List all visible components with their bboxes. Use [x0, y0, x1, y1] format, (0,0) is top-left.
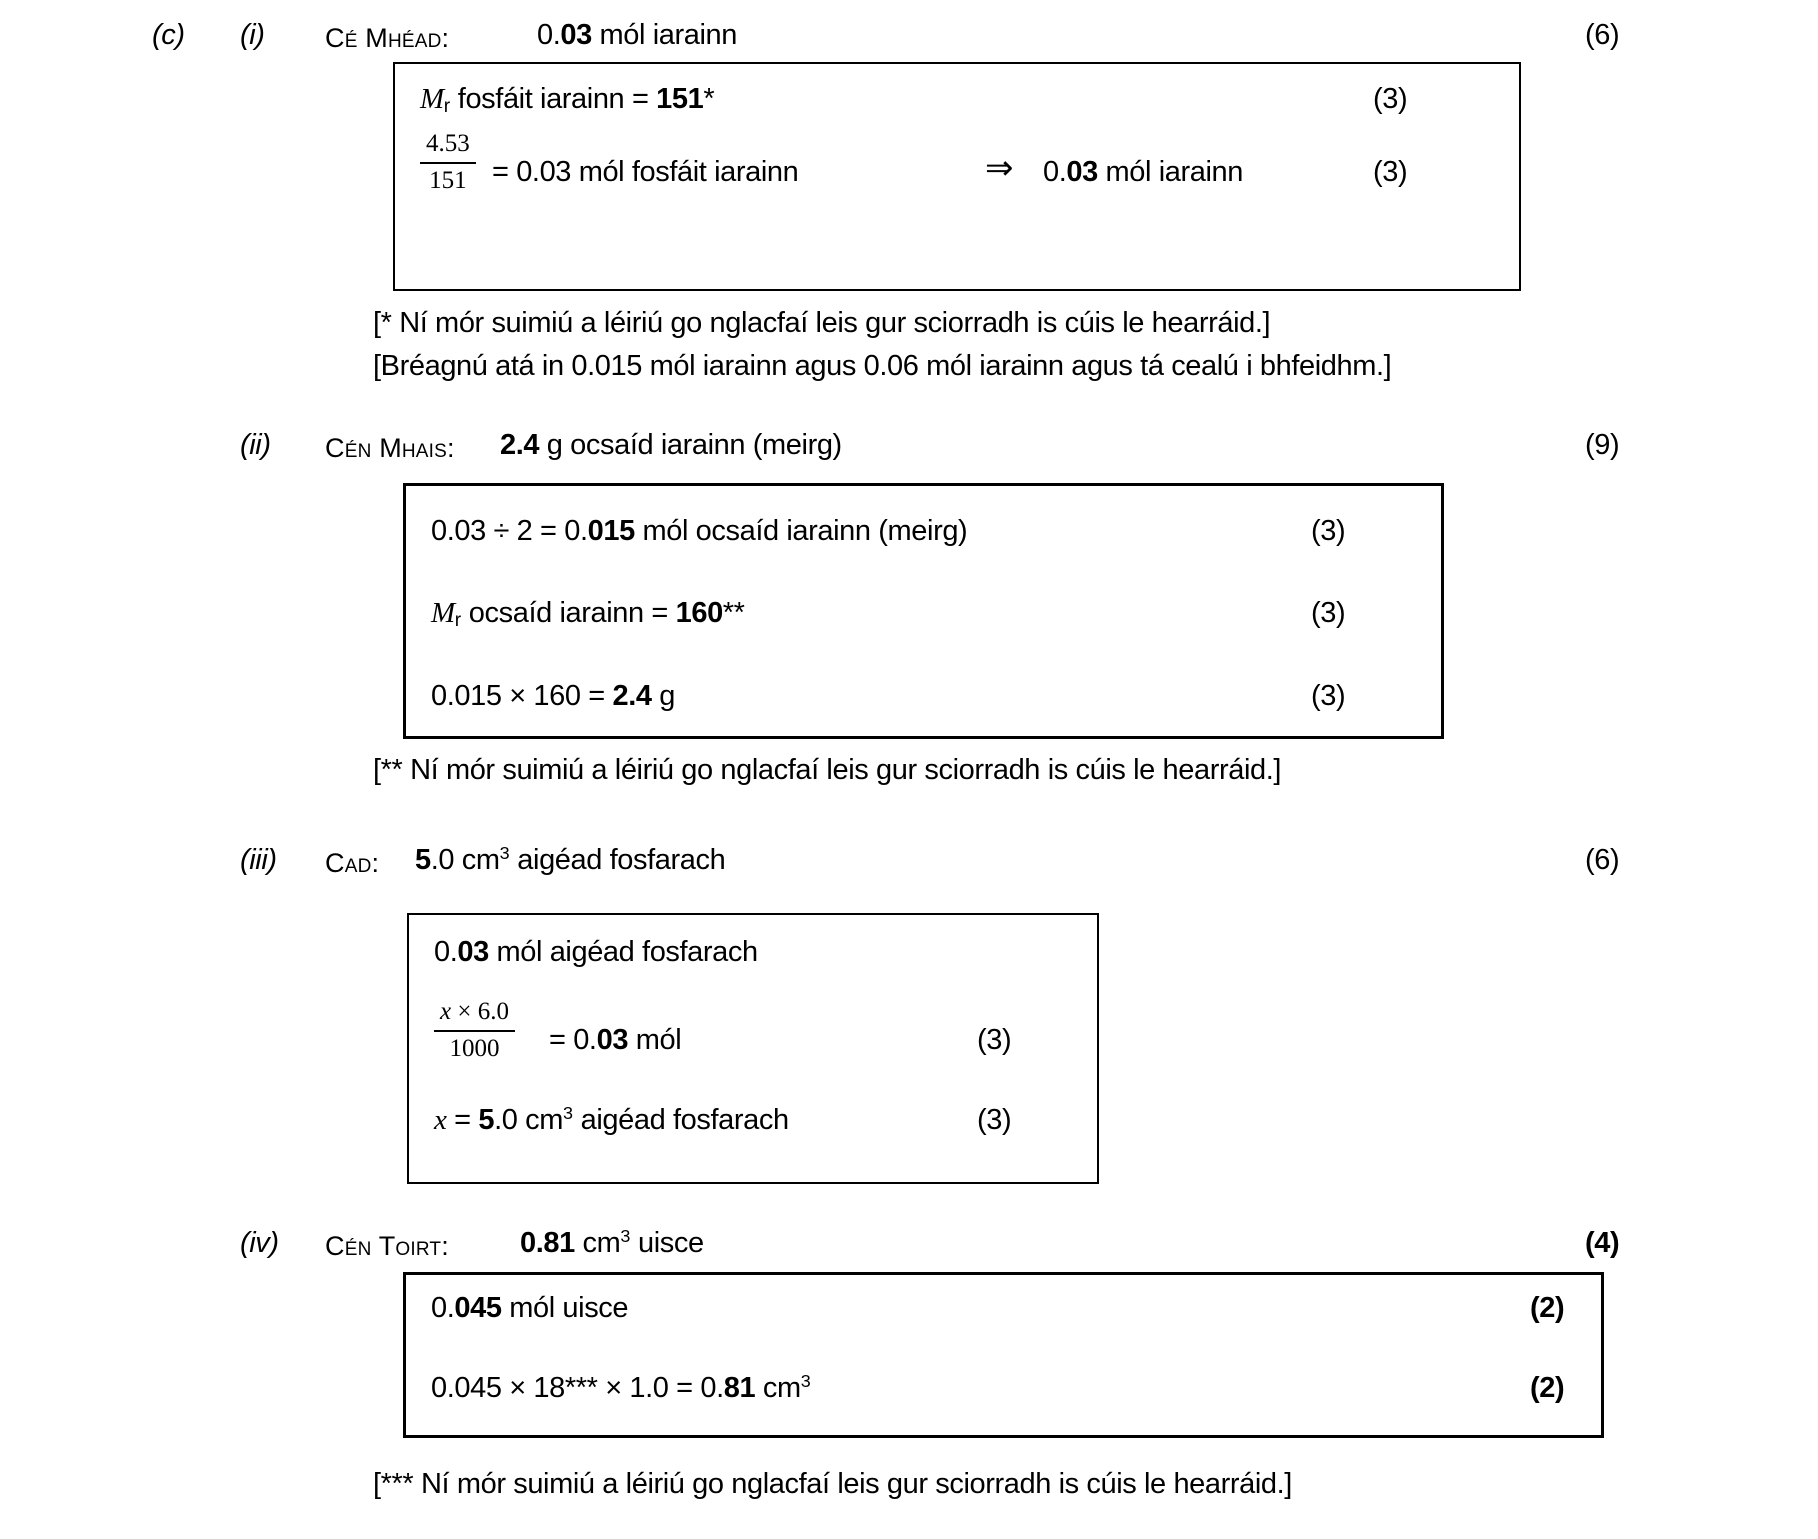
part-label: (c): [152, 19, 185, 51]
marks-total-i: (6): [1585, 19, 1620, 51]
solution-row: 0.03 mól aigéad fosfarach: [434, 936, 758, 968]
note-text: [** Ní mór suimiú a léiriú go nglacfaí leis gur sciorradh is cúis le hearráid.]: [373, 754, 1282, 786]
solution-box-iii: [407, 913, 1099, 1184]
solution-row: Mr ocsaíd iarainn = 160**: [431, 597, 745, 631]
marks-total-iv: (4): [1585, 1227, 1620, 1259]
row-mark: (2): [1530, 1292, 1565, 1324]
question-answer-iii: 5.0 $cm^3$ aigéad fosfarach: [415, 843, 726, 876]
row-mark: (3): [1373, 83, 1408, 115]
fraction-denominator: 151: [429, 166, 467, 194]
row-mark: (2): [1530, 1372, 1565, 1404]
question-prompt-ii: Cén Mhais:: [325, 433, 455, 463]
marks-total-iii: (6): [1585, 844, 1620, 876]
fraction-numerator: 4.53: [420, 130, 476, 164]
row-mark: (3): [977, 1024, 1012, 1056]
question-answer-i: 0.03 mól iarainn: [537, 19, 737, 51]
note-text: [* Ní mór suimiú a léiriú go nglacfaí leis gur sciorradh is cúis le hearráid.]: [373, 307, 1271, 339]
solution-row: 0.015 × 160 = 2.4 g: [431, 680, 675, 712]
question-answer-ii: 2.4 g ocsaíd iarainn (meirg): [500, 429, 842, 461]
solution-row: = 0.03 mól fosfáit iarainn: [492, 156, 799, 188]
row-mark: (3): [1373, 156, 1408, 188]
fraction-numerator: x × 6.0: [434, 998, 515, 1032]
question-prompt-iv: Cén Toirt:: [325, 1231, 449, 1261]
solution-result: 0.03 mól iarainn: [1043, 156, 1243, 188]
solution-row: 0.045 mól uisce: [431, 1292, 629, 1324]
row-mark: (3): [977, 1104, 1012, 1136]
solution-row: Mr fosfáit iarainn = 151*: [420, 83, 715, 117]
note-text: [*** Ní mór suimiú a léiriú go nglacfaí leis gur sciorradh is cúis le hearráid.]: [373, 1468, 1292, 1500]
implies-arrow: ⇒: [985, 149, 1014, 187]
question-prompt-i: Cé Mhéad:: [325, 23, 450, 53]
fraction: [420, 130, 476, 196]
solution-box-iv: [403, 1272, 1604, 1438]
solution-row: = 0.03 mól: [549, 1024, 682, 1056]
solution-row: 0.045 × 18*** × 1.0 = 0.81 $cm^3$: [431, 1371, 811, 1404]
solution-box-i: [393, 62, 1521, 291]
solution-row: 0.03 ÷ 2 = 0.015 mól ocsaíd iarainn (meirg): [431, 515, 968, 547]
question-prompt-iii: Cad:: [325, 848, 380, 878]
fraction: [434, 998, 515, 1064]
question-answer-iv: 0.81 $cm^3$ uisce: [520, 1226, 704, 1259]
question-numeral-iv: (iv): [240, 1227, 279, 1259]
note-text: [Bréagnú atá in 0.015 mól iarainn agus 0.06 mól iarainn agus tá cealú i bhfeidhm.]: [373, 350, 1392, 382]
row-mark: (3): [1311, 680, 1346, 712]
solution-box-ii: [403, 483, 1444, 739]
marks-total-ii: (9): [1585, 429, 1620, 461]
fraction-denominator: 1000: [449, 1034, 500, 1062]
solution-row: x = 5.0 $cm^3$ aigéad fosfarach: [434, 1103, 789, 1136]
question-numeral-i: (i): [240, 19, 265, 51]
question-numeral-ii: (ii): [240, 429, 271, 461]
question-numeral-iii: (iii): [240, 844, 277, 876]
row-mark: (3): [1311, 515, 1346, 547]
row-mark: (3): [1311, 597, 1346, 629]
